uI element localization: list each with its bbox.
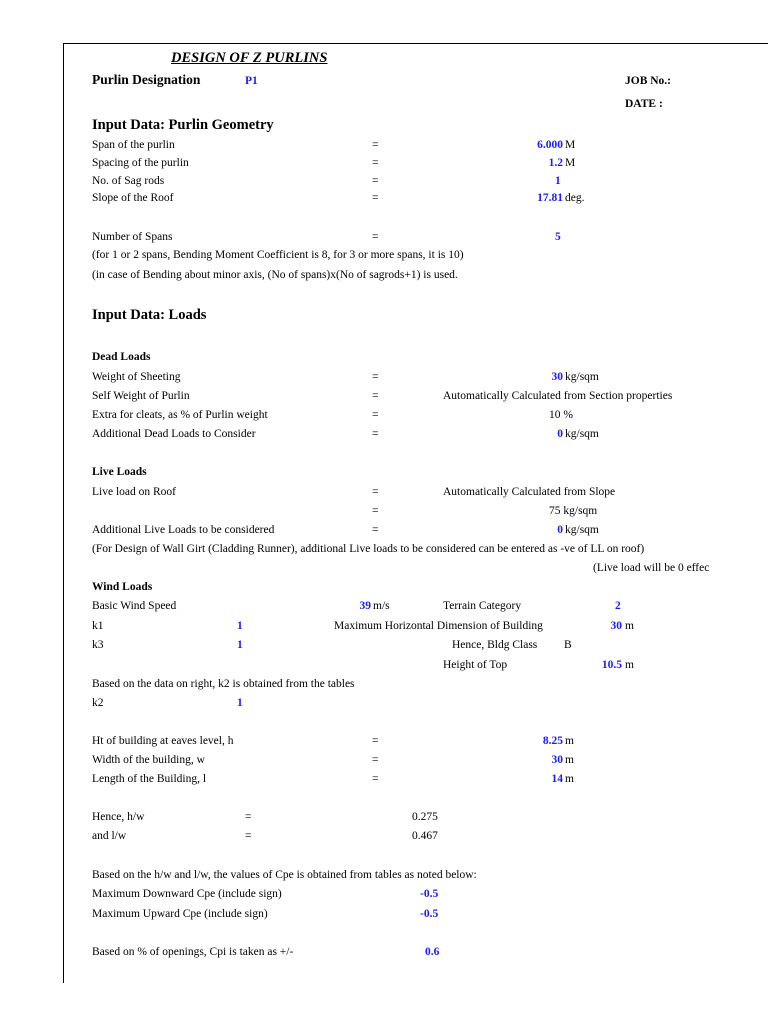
span-value: 6.000 [537, 139, 563, 151]
cpe-down-label: Maximum Downward Cpe (include sign) [92, 888, 282, 900]
length-label: Length of the Building, l [92, 773, 207, 785]
height-eaves-unit: m [565, 735, 574, 747]
k2-value: 1 [237, 697, 243, 709]
cleats-label: Extra for cleats, as % of Purlin weight [92, 409, 268, 421]
cpe-down-value: -0.5 [420, 888, 439, 900]
designation-value: P1 [245, 75, 258, 87]
k3-label: k3 [92, 639, 104, 651]
add-dead-unit: kg/sqm [565, 428, 599, 440]
spans-eq: = [372, 231, 379, 243]
self-weight-eq: = [372, 390, 379, 402]
dead-loads-heading: Dead Loads [92, 351, 151, 363]
width-value: 30 [551, 754, 563, 766]
height-top-label: Height of Top [443, 659, 508, 671]
hw-eq: = [245, 811, 252, 823]
max-dim-label: Maximum Horizontal Dimension of Building [334, 620, 543, 632]
max-dim-value: 30 [610, 620, 622, 632]
wind-speed-label: Basic Wind Speed [92, 600, 177, 612]
live-roof-label: Live load on Roof [92, 486, 176, 498]
k3-value: 1 [237, 639, 243, 651]
k1-label: k1 [92, 620, 104, 632]
sheet-top-border [64, 43, 768, 44]
bm-coeff-note: (for 1 or 2 spans, Bending Moment Coefficient is 8, for 3 or more spans, it is 10) [92, 249, 464, 261]
self-weight-label: Self Weight of Purlin [92, 390, 190, 402]
bldg-class-label: Hence, Bldg Class [452, 639, 538, 651]
terrain-label: Terrain Category [443, 600, 522, 612]
terrain-value: 2 [615, 600, 621, 612]
height-eaves-eq: = [372, 735, 379, 747]
height-top-value: 10.5 [601, 659, 622, 671]
spans-value: 5 [555, 231, 561, 243]
slope-eq: = [372, 192, 379, 204]
spacing-unit: M [565, 157, 576, 169]
height-top-unit: m [625, 659, 634, 671]
job-no-label: JOB No.: [625, 75, 671, 87]
live-roof-value2: 75 kg/sqm [549, 505, 598, 517]
cpe-up-value: -0.5 [420, 908, 439, 920]
hw-label: Hence, h/w [92, 811, 145, 823]
length-value: 14 [551, 773, 563, 785]
width-eq: = [372, 754, 379, 766]
length-unit: m [565, 773, 574, 785]
add-dead-label: Additional Dead Loads to Consider [92, 428, 256, 440]
max-dim-unit: m [625, 620, 634, 632]
span-label: Span of the purlin [92, 139, 175, 151]
bldg-class-value: B [564, 639, 572, 651]
add-live-unit: kg/sqm [565, 524, 599, 536]
live-roof-eq: = [372, 486, 379, 498]
cleats-eq: = [372, 409, 379, 421]
spacing-eq: = [372, 157, 379, 169]
slope-unit: deg. [565, 192, 585, 204]
slope-value: 17.81 [537, 192, 563, 204]
live-loads-heading: Live Loads [92, 466, 147, 478]
add-dead-value: 0 [557, 428, 563, 440]
wind-loads-heading: Wind Loads [92, 581, 153, 593]
minor-axis-note: (in case of Bending about minor axis, (No of spans)x(No of sagrods+1) is used. [92, 269, 458, 281]
document-title: DESIGN OF Z PURLINS [171, 50, 328, 66]
live-roof-eq2: = [372, 505, 379, 517]
sagrods-value: 1 [555, 175, 561, 187]
wind-speed-value: 39 [359, 600, 371, 612]
lw-value: 0.467 [412, 830, 438, 842]
cpi-label: Based on % of openings, Cpi is taken as +/- [92, 946, 294, 958]
live-roof-value: Automatically Calculated from Slope [443, 486, 616, 498]
cpe-note: Based on the h/w and l/w, the values of Cpe is obtained from tables as noted below: [92, 869, 477, 881]
wall-girt-note: (For Design of Wall Girt (Cladding Runner), additional Live loads to be considered can be entered as -ve of LL on roof) [92, 543, 645, 555]
sheeting-value: 30 [551, 371, 563, 383]
k2-note: Based on the data on right, k2 is obtained from the tables [92, 678, 355, 690]
sheeting-eq: = [372, 371, 379, 383]
add-live-label: Additional Live Loads to be considered [92, 524, 275, 536]
spacing-label: Spacing of the purlin [92, 157, 189, 169]
lw-label: and l/w [92, 830, 127, 842]
height-eaves-label: Ht of building at eaves level, h [92, 735, 234, 747]
span-eq: = [372, 139, 379, 151]
height-eaves-value: 8.25 [542, 735, 563, 747]
lw-eq: = [245, 830, 252, 842]
sagrods-eq: = [372, 175, 379, 187]
width-label: Width of the building, w [92, 754, 205, 766]
geometry-heading: Input Data: Purlin Geometry [92, 117, 274, 133]
k1-value: 1 [237, 620, 243, 632]
sagrods-label: No. of Sag rods [92, 175, 165, 187]
length-eq: = [372, 773, 379, 785]
add-dead-eq: = [372, 428, 379, 440]
sheeting-unit: kg/sqm [565, 371, 599, 383]
cpe-up-label: Maximum Upward Cpe (include sign) [92, 908, 268, 920]
add-live-eq: = [372, 524, 379, 536]
wind-speed-unit: m/s [373, 600, 390, 612]
self-weight-value: Automatically Calculated from Section properties [443, 390, 673, 402]
spans-label: Number of Spans [92, 231, 173, 243]
sheet-left-border [63, 43, 64, 983]
sheeting-label: Weight of Sheeting [92, 371, 181, 383]
cpi-value: 0.6 [425, 946, 440, 958]
add-live-value: 0 [557, 524, 563, 536]
loads-heading: Input Data: Loads [92, 307, 207, 323]
slope-label: Slope of the Roof [92, 192, 174, 204]
span-unit: M [565, 139, 576, 151]
live-zero-note: (Live load will be 0 effec [593, 562, 710, 574]
date-label: DATE : [625, 98, 663, 110]
cleats-value: 10 % [549, 409, 573, 421]
width-unit: m [565, 754, 574, 766]
k2-label: k2 [92, 697, 104, 709]
spacing-value: 1.2 [548, 157, 563, 169]
hw-value: 0.275 [412, 811, 438, 823]
designation-label: Purlin Designation [92, 72, 201, 87]
